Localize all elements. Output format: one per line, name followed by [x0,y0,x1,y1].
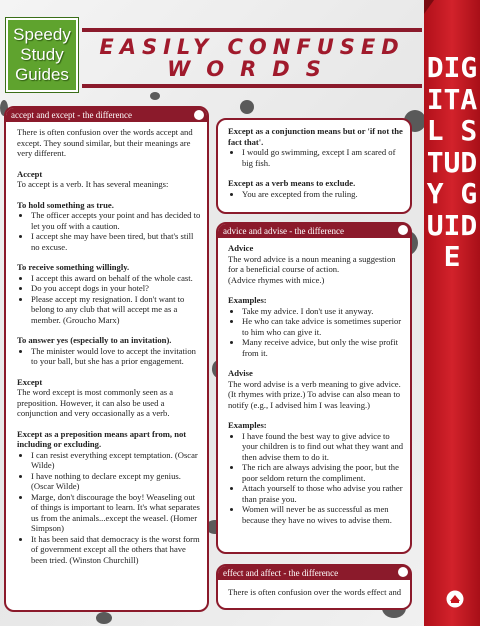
advice-heading: Advice [228,243,254,253]
list-item: • I would go swimming, except I am scared of big fish. [242,147,406,168]
list-item: • Many receive advice, but only the wise profit from it. [242,337,406,358]
list-item: • I have nothing to declare except my genius. (Oscar Wilde) [31,471,203,492]
list-item: • I can resist everything except temptation. (Oscar Wilde) [31,450,203,471]
ink-splatter [96,612,112,624]
receive-heading: To receive something willingly. [17,262,130,272]
verb-heading: Except as a verb means to exclude. [228,178,356,188]
effect-text: There is often confusion over the words effect and [228,587,402,597]
title-line-2: WORDS [167,57,337,81]
list-item: • Attach yourself to those who advise you rather than praise you. [242,483,406,504]
logo-line: Guides [15,65,69,84]
logo-line: Study [20,45,64,64]
header-dot [396,223,410,237]
advice-advise-content [228,243,406,525]
list-item: • The rich are always advising the poor, but the poor seldom return the compliment. [242,462,406,483]
list-item: • Take my advice. I don't use it anyway. [242,306,406,317]
conjunction-heading: Except as a conjunction means but or 'if not the fact that'. [228,126,403,147]
except-heading: Except [17,376,43,387]
banner-fold [424,0,434,14]
banner-text: DIGITAL STUDY GUIDE [426,51,478,273]
list-item: • The minister would love to accept the invitation to your ball, but she has a prior engagement. [31,346,203,367]
accept-except-content [17,127,203,565]
effect-affect-card [216,564,412,610]
speedy-study-guides-logo [6,18,78,92]
list-item: • You are excepted from the ruling. [242,189,406,200]
list-item: • It has been said that democracy is the worst form of government except all the others that have been tried. (Winston Churchill) [31,534,203,566]
ink-splatter [150,92,160,100]
header-dot [396,565,410,579]
header-dot [192,108,206,122]
except-continued-card [216,118,412,214]
list-item: • Women will never be as successful as men because they have no wives to advise them. [242,504,406,525]
section-header: advice and advise - the difference [218,224,410,238]
examples-label: Examples: [228,295,267,305]
page-title [82,36,422,80]
speedy-logo-icon [446,590,464,608]
section-header: accept and except - the difference [6,108,207,122]
preposition-heading: Except as a preposition means apart from, not including or excluding. [17,428,187,449]
accept-heading: Accept [17,168,43,179]
list-item: • He who can take advice is sometimes superior to him who can give it. [242,316,406,337]
title-rule-top [82,28,422,32]
intro-text: There is often confusion over the words accept and except. They sound similar, but their meanings are very different. [17,127,193,158]
logo-line: Speedy [13,25,71,44]
list-item: • Do you accept dogs in your hotel? [31,283,203,294]
list-item: • The officer accepts your point and has decided to let you off with a caution. [31,210,203,231]
effect-affect-content [228,587,406,598]
advise-text: The word advise is a verb meaning to give advice. (It rhymes with prize.) To advise can also mean to notify (e.g., I advised him I was leaving.) [228,378,401,410]
list-item: • I accept she may have been tired, but that's still no excuse. [31,231,203,252]
ink-splatter [240,100,254,114]
advice-text: The word advice is a noun meaning a suggestion for a beneficial course of action. [228,253,396,274]
accept-except-card [4,106,209,612]
section-header: effect and affect - the difference [218,566,410,580]
except-text: The word except is most commonly seen as a preposition. However, it can also be used a conjunction and very occasionally as a verb. [17,387,174,418]
examples-label: Examples: [228,420,267,430]
hold-heading: To hold something as true. [17,199,114,210]
title-rule-bottom [82,84,422,88]
list-item: • I accept this award on behalf of the whole cast. [31,273,203,284]
list-item: • Please accept my resignation. I don't want to belong to any club that will accept me as a member. (Groucho Marx) [31,294,203,326]
list-item: • Marge, don't discourage the boy! Weaseling out of things is important to learn. It's what separates us from the animals...except the weasel. (Homer Simpson) [31,492,203,534]
advise-heading: Advise [228,368,253,378]
answer-heading: To answer yes (especially to an invitation). [17,335,172,345]
list-item: • I have found the best way to give advice to your children is to find out what they want and then advise them to do it. [242,431,406,463]
advice-advise-card [216,222,412,554]
title-line-1: EASILY CONFUSED [99,35,405,59]
advice-rhyme: (Advice rhymes with mice.) [228,274,325,285]
except-continued-content [228,126,406,199]
accept-text: To accept is a verb. It has several meanings: [17,179,169,189]
